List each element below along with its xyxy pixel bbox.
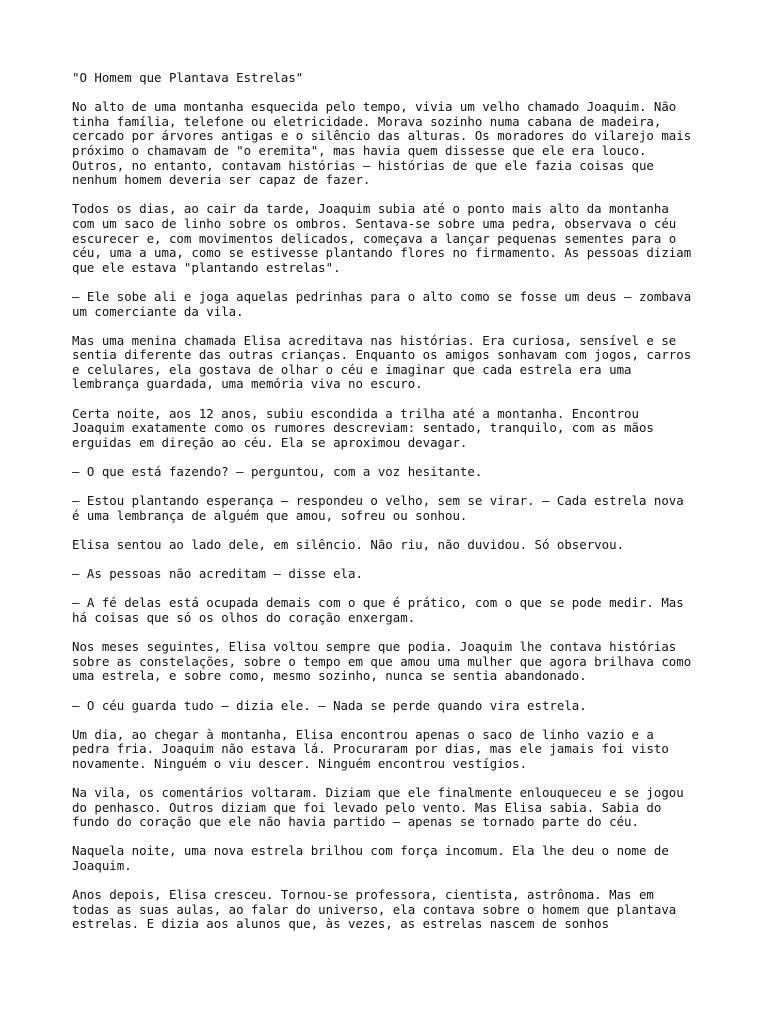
paragraph-14: Na vila, os comentários voltaram. Diziam que ele finalmente enlouqueceu e se jogou do penhasco. Outros diziam que foi levado pelo vento. Mas Elisa sabia. Sabia do fundo do coração que ele não havia partido — apenas se tornado parte do céu. [72, 785, 684, 830]
paragraph-1: No alto de uma montanha esquecida pelo tempo, vivia um velho chamado Joaquim. Não tinha família, telefone ou eletricidade. Morava sozinho numa cabana de madeira, cercado por árvores antigas e o silêncio das alturas. Os moradores do vilarejo mais próximo o chamavam de "o eremita", mas havia quem dissesse que ele era louco. Outros, no entanto, contavam histórias — histórias de que ele fazia coisas que nenhum homem deveria ser capaz de fazer. [72, 99, 692, 188]
document-page [72, 71, 712, 947]
paragraph-16: Anos depois, Elisa cresceu. Tornou-se professora, cientista, astrônoma. Mas em todas as suas aulas, ao falar do universo, ela contava sobre o homem que plantava estrelas. E dizia aos alunos que, às vezes, as estrelas nascem de sonhos [72, 887, 677, 932]
paragraph-11: Nos meses seguintes, Elisa voltou sempre que podia. Joaquim lhe contava histórias sobre as constelações, sobre o tempo em que amou uma mulher que agora brilhava como uma estrela, e sobre como, mesmo sozinho, nunca se sentia abandonado. [72, 639, 692, 684]
paragraph-4: Mas uma menina chamada Elisa acreditava nas histórias. Era curiosa, sensível e se sentia diferente das outras crianças. Enquanto os amigos sonhavam com jogos, carros e celulares, ela gostava de olhar o céu e imaginar que cada estrela era uma lembrança guardada, uma memória viva no escuro. [72, 332, 692, 392]
paragraph-8: Elisa sentou ao lado dele, em silêncio. Não riu, não duvidou. Só observou. [72, 537, 625, 552]
paragraph-5: Certa noite, aos 12 anos, subiu escondida a trilha até a montanha. Encontrou Joaquim exatamente como os rumores descreviam: sentado, tranquilo, com as mãos erguidas em direção ao céu. Ela se aproximou devagar. [72, 405, 654, 450]
paragraph-12: — O céu guarda tudo — dizia ele. — Nada se perde quando vira estrela. [72, 697, 587, 713]
paragraph-7: — Estou plantando esperança — respondeu o velho, sem se virar. — Cada estrela nova é uma lembrança de alguém que amou, sofreu ou sonhou. [72, 493, 684, 523]
paragraph-2: Todos os dias, ao cair da tarde, Joaquim subia até o ponto mais alto da montanha com um saco de linho sobre os ombros. Sentava-se sobre uma pedra, observava o céu escurecer e, com movimentos delicados, começava a lançar pequenas sementes para o céu, uma a uma, como se estivesse plantando flores no firmamento. As pessoas diziam que ele estava "plantando estrelas". [72, 201, 692, 275]
paragraph-3: — Ele sobe ali e joga aquelas pedrinhas para o alto como se fosse um deus — zombava um comerciante da vila. [72, 288, 692, 319]
paragraph-13: Um dia, ao chegar à montanha, Elisa encontrou apenas o saco de linho vazio e a pedra fria. Joaquim não estava lá. Procuraram por dias, mas ele jamais foi visto novamente. Ninguém o viu descer. Ninguém encontrou vestígios. [72, 726, 669, 771]
document-title: "O Homem que Plantava Estrelas" [72, 70, 304, 85]
paragraph-9: — As pessoas não acreditam — disse ela. [72, 566, 363, 582]
paragraph-15: Naquela noite, uma nova estrela brilhou com força incomum. Ela lhe deu o nome de Joaquim. [72, 843, 669, 874]
paragraph-6: — O que está fazendo? — perguntou, com a voz hesitante. [72, 464, 483, 480]
paragraph-10: — A fé delas está ocupada demais com o que é prático, com o que se pode medir. Mas há coisas que só os olhos do coração enxergam. [72, 595, 684, 625]
